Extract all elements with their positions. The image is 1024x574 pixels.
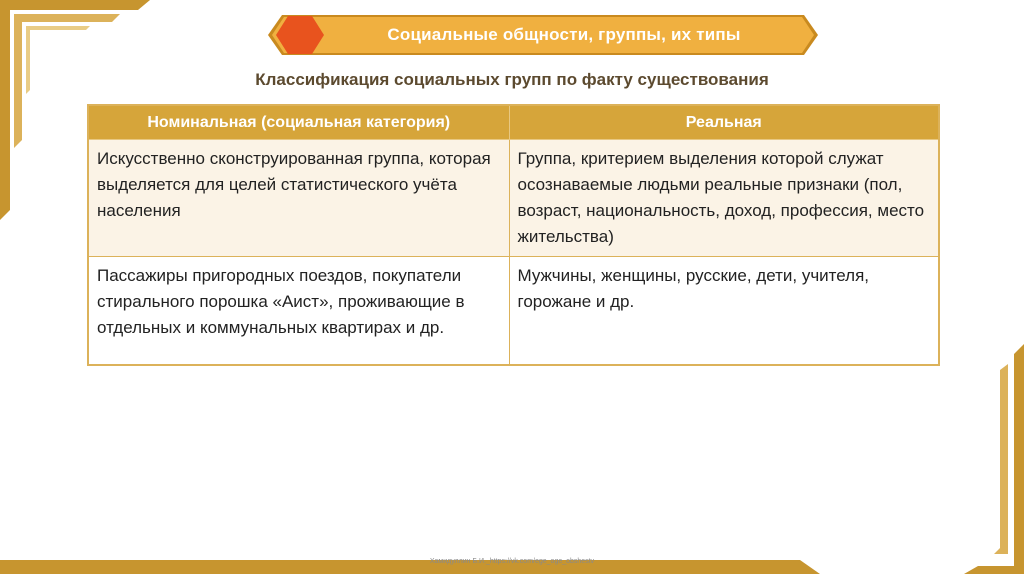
- banner-title: Социальные общности, группы, их типы: [387, 25, 741, 44]
- footer-credit: Хамидуллин Б.И._https://vk.com/ege_oge_obshestv: [429, 558, 595, 565]
- title-banner: [268, 13, 820, 57]
- table-header-row: [88, 105, 939, 140]
- corner-decoration-bottom-right: [964, 344, 1024, 574]
- cell-real-examples: Мужчины, женщины, русские, дети, учителя, горожане и др.: [509, 257, 939, 366]
- header-nominal: Номинальная (социальная категория): [88, 105, 509, 140]
- page-subtitle: Классификация социальных групп по факту существования: [255, 70, 769, 89]
- header-real: Реальная: [509, 105, 939, 140]
- cell-real-definition: Группа, критерием выделения которой служат осознаваемые людьми реальные признаки (пол, возраст, национальность, доход, профессия, место жительства): [509, 140, 939, 257]
- cell-nominal-examples: Пассажиры пригородных поездов, покупатели стирального порошка «Аист», проживающие в отдельных и коммунальных квартирах и др.: [88, 257, 509, 366]
- cell-nominal-definition: Искусственно сконструированная группа, которая выделяется для целей статистического учёта населения: [88, 140, 509, 257]
- classification-table: [87, 104, 940, 366]
- table-row: [88, 140, 939, 257]
- table-row: [88, 257, 939, 366]
